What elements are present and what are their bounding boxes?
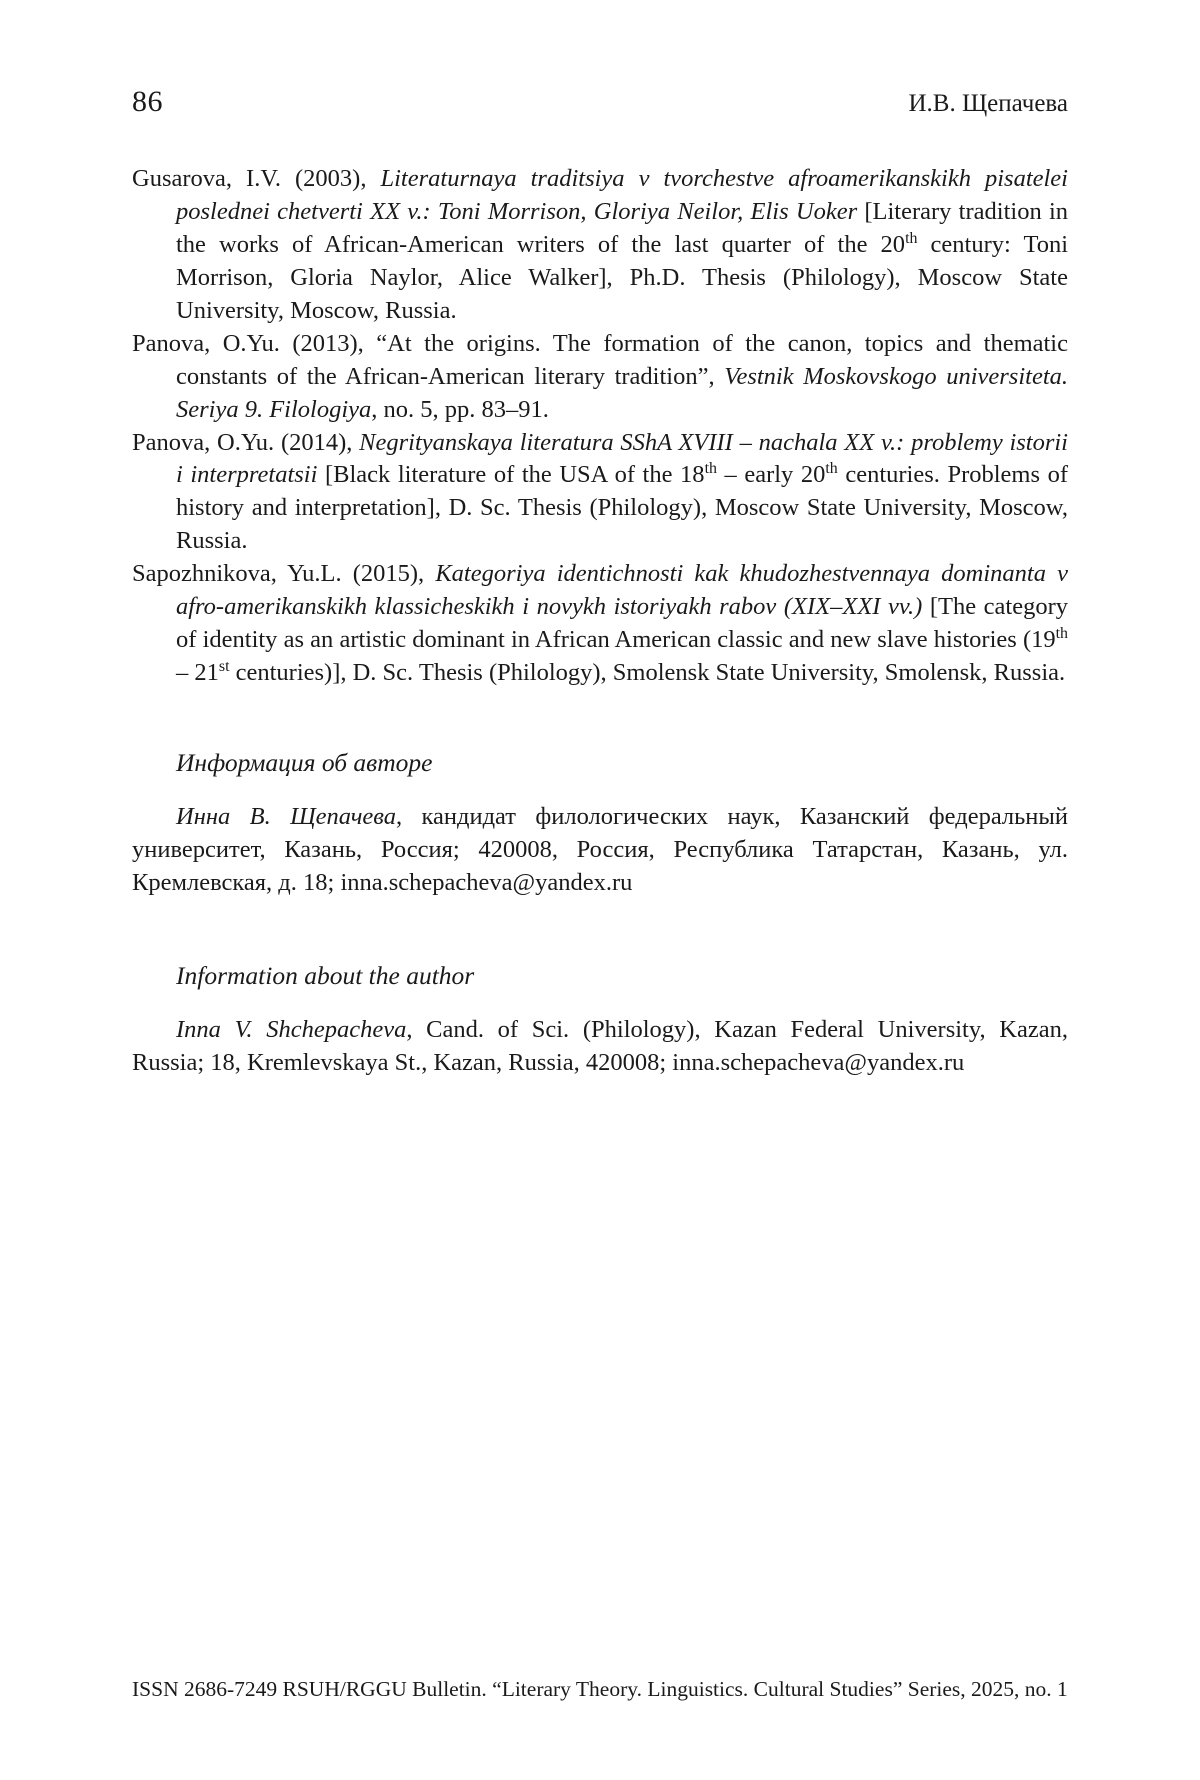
reference-text-run: Panova, O.Yu. (2014), <box>132 428 360 456</box>
author-info-ru-section <box>132 748 1068 899</box>
reference-text-run: th <box>704 460 717 478</box>
author-info-ru-name: Инна В. Щепачева <box>176 803 396 830</box>
running-head <box>132 85 1068 119</box>
reference-text-run: , no. 5, pp. 83–91. <box>371 395 549 423</box>
reference-text-run: th <box>825 460 838 478</box>
reference-text-run: Negrityanskaya literatura SShA XVIII – nachala XX v.: problemy istorii i interpretatsii <box>176 428 1068 489</box>
reference-text-run: [The category of identity as an artistic dominant in African American classic and new slave histories (19 <box>176 593 1068 654</box>
author-info-en-rest: , Cand. of Sci. (Philology), Kazan Federal University, Kazan, Russia; 18, Kremlevskaya St., Kazan, Russia, 420008; inna.schepacheva@yandex.ru <box>132 1016 1068 1077</box>
running-head-author: И.В. Щепачева <box>908 90 1068 117</box>
page-footer: ISSN 2686-7249 RSUH/RGGU Bulletin. “Literary Theory. Linguistics. Cultural Studies” Series, 2025, no. 1 <box>132 1677 1068 1701</box>
reference-list <box>132 163 1068 690</box>
reference-text-run: th <box>1055 624 1068 642</box>
reference-entry <box>132 163 1068 328</box>
reference-entry <box>132 328 1068 427</box>
author-info-en-title: Information about the author <box>176 961 475 991</box>
reference-text-run: Panova, O.Yu. (2013), “At the origins. The formation of the canon, topics and thematic constants of the African-American literary tradition”, <box>132 329 1068 390</box>
reference-text-run: Sapozhnikova, Yu.L. (2015), <box>132 560 436 588</box>
reference-text-run: centuries)], D. Sc. Thesis (Philology), Smolensk State University, Smolensk, Russia. <box>229 659 1066 687</box>
reference-text-run: [Black literature of the USA of the 18 <box>317 461 705 489</box>
reference-text-run: th <box>905 229 918 247</box>
author-info-en-section <box>132 961 1068 1079</box>
author-info-ru-rest: , кандидат филологических наук, Казанский федеральный университет, Казань, Россия; 420008, Россия, Республика Татарстан, Казань, ул. Кремлевская, д. 18; inna.schepacheva@yandex.ru <box>132 803 1068 897</box>
reference-text-run: Gusarova, I.V. (2003), <box>132 165 381 192</box>
reference-entry <box>132 558 1068 690</box>
author-info-ru-title: Информация об авторе <box>176 748 433 777</box>
author-info-en-name: Inna V. Shchepacheva <box>176 1016 407 1044</box>
reference-entry <box>132 427 1068 559</box>
author-info-ru-text <box>132 800 1068 899</box>
reference-text-run: – 21 <box>176 659 219 687</box>
reference-text-run: Literaturnaya traditsiya v tvorchestve afroamerikanskikh pisatelei poslednei chetverti XX v.: Toni Morrison, Gloriya Neilor, Elis Uoker <box>176 165 1068 225</box>
reference-text-run: Vestnik Moskovskogo universiteta. Seriya 9. Filologiya <box>176 362 1069 423</box>
reference-text-run: Kategoriya identichnosti kak khudozhestvennaya dominanta v afro-amerikanskikh klassicheskikh i novykh istoriyakh rabov (XIX–XXI vv.) <box>176 560 1068 621</box>
reference-text-run: – early 20 <box>716 461 826 489</box>
reference-text-run: century: Toni Morrison, Gloria Naylor, Alice Walker], Ph.D. Thesis (Philology), Moscow State University, Moscow, Russia. <box>176 230 1069 324</box>
reference-text-run: centuries. Problems of history and interpretation], D. Sc. Thesis (Philology), Moscow State University, Moscow, Russia. <box>176 461 1068 555</box>
reference-text-run: st <box>218 657 230 675</box>
page-number: 86 <box>132 85 163 118</box>
author-info-en-text <box>132 1013 1068 1079</box>
reference-text-run: [Literary tradition in the works of African-American writers of the last quarter of the 20 <box>176 197 1069 258</box>
